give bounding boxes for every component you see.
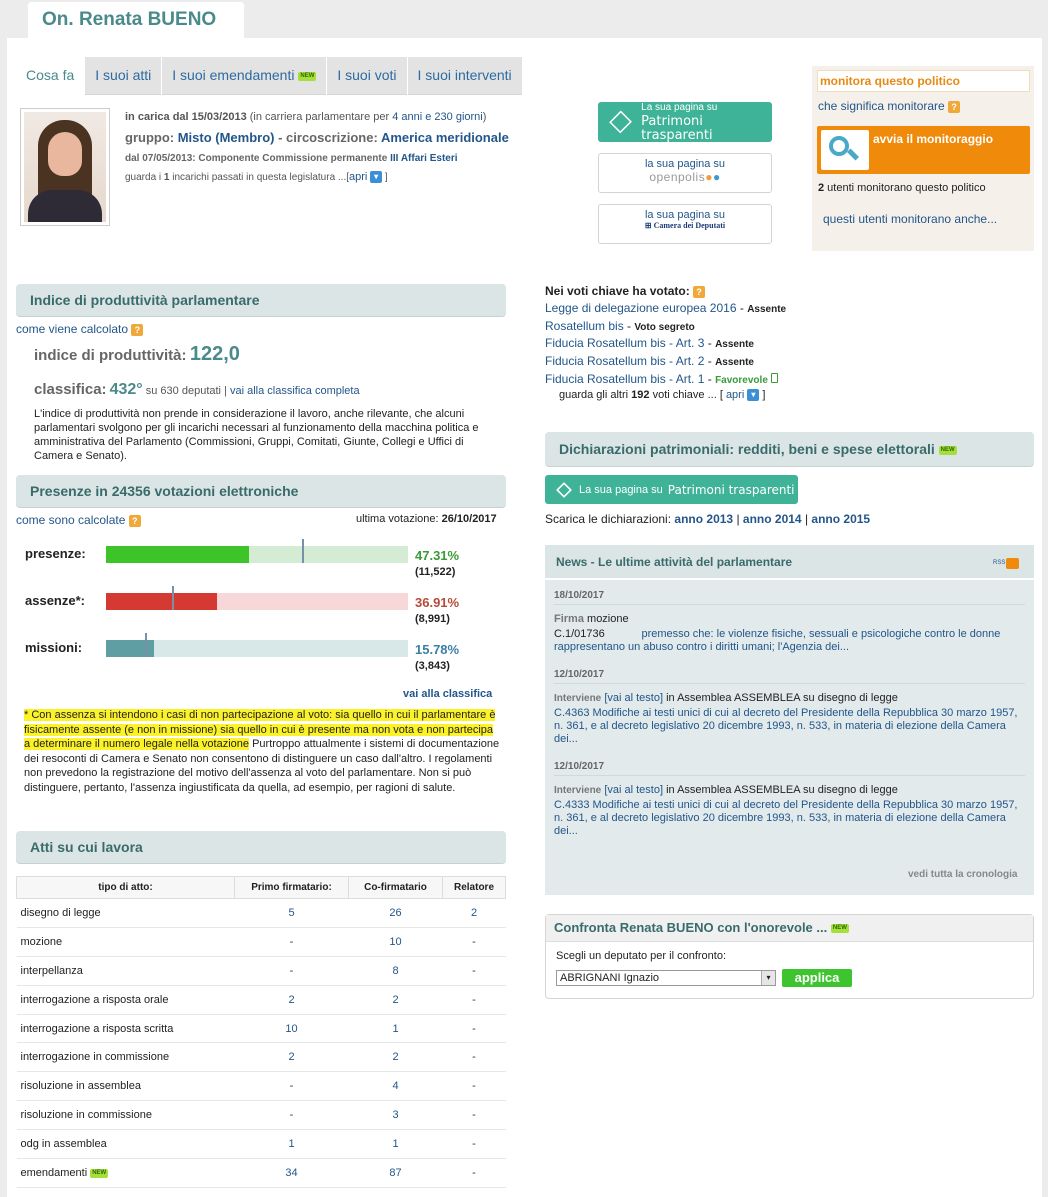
presence-bar-label: assenze*: <box>25 593 85 608</box>
table-row <box>17 1072 506 1101</box>
gruppo-link[interactable]: Misto (Membro) <box>177 130 275 145</box>
atti-relatore: - <box>443 927 506 956</box>
patrimonio-download: Scarica le dichiarazioni: anno 2013 | anno 2014 | anno 2015 <box>545 512 871 526</box>
thumb-up-icon <box>771 373 778 383</box>
atti-relatore: - <box>443 1101 506 1130</box>
atti-primo: - <box>235 927 349 956</box>
new-badge: NEW <box>300 72 315 79</box>
productivity-index: indice di produttività: 122,0 <box>34 343 240 365</box>
monitor-also <box>823 212 997 226</box>
table-row <box>17 985 506 1014</box>
atti-header-relatore: Relatore <box>443 877 506 899</box>
productivity-section-title: Indice di produttività parlamentare <box>16 284 506 316</box>
key-vote-link[interactable]: Legge di delegazione europea 2016 <box>545 301 737 315</box>
atti-primo[interactable]: 2 <box>235 1043 349 1072</box>
atti-relatore: - <box>443 1130 506 1159</box>
atti-relatore: - <box>443 1072 506 1101</box>
key-vote-item: Legge di delegazione europea 2016 - Assente <box>545 301 787 315</box>
new-badge: NEW <box>832 925 847 932</box>
atti-primo[interactable]: 1 <box>235 1130 349 1159</box>
atti-table <box>16 876 506 1188</box>
cube-icon <box>556 482 572 498</box>
start-monitoring-button[interactable]: avvia il monitoraggio <box>817 126 1030 174</box>
presence-pct: 47.31% <box>415 548 460 563</box>
openpolis-logo: openpolis●● <box>649 170 721 184</box>
atti-co[interactable]: 1 <box>349 1130 443 1159</box>
table-row <box>17 1101 506 1130</box>
camera-button[interactable]: la sua pagina su ⊞ Camera dei Deputati <box>598 204 772 244</box>
table-row <box>17 1159 506 1188</box>
commissione-link[interactable]: III Affari Esteri <box>390 153 458 164</box>
anno-2015-link[interactable]: anno 2015 <box>811 512 871 526</box>
chevron-down-icon: ▾ <box>761 971 775 985</box>
presence-how-link[interactable]: come sono calcolate <box>16 513 126 527</box>
atti-relatore: - <box>443 956 506 985</box>
presence-bar-fill <box>106 546 249 563</box>
table-row <box>17 956 506 985</box>
atti-co[interactable]: 8 <box>349 956 443 985</box>
patrimoni-button-2[interactable]: La sua pagina su Patrimoni trasparenti <box>545 475 798 504</box>
news-item: 12/10/2017 Interviene [vai al testo] in Assemblea ASSEMBLEA su disegno di legge C.4363 Modifiche ai testi unici di cui al decreto del Presidente della Repubblica 30 marzo 1957, n. 361, e al decreto legislativo 20 dicembre 1993, n. 533, in materia di elezione della Camera dei... <box>554 669 1025 746</box>
presence-bar-label: presenze: <box>25 546 86 561</box>
tab-interventi[interactable]: I suoi interventi <box>408 57 523 95</box>
atti-co[interactable]: 2 <box>349 1043 443 1072</box>
atti-relatore: - <box>443 1043 506 1072</box>
votes-title: Nei voti chiave ha votato: ? <box>545 284 705 298</box>
atti-tipo: emendamenti NEW <box>17 1159 235 1188</box>
help-icon[interactable]: ? <box>948 101 960 113</box>
classifica-completa-link[interactable]: vai alla classifica completa <box>229 385 360 397</box>
profile-gruppo: gruppo: Misto (Membro) - circoscrizione: America meridionale <box>125 130 509 145</box>
presence-bar-fill <box>106 593 217 610</box>
key-vote-item: Fiducia Rosatellum bis - Art. 3 - Assente <box>545 336 754 351</box>
news-link[interactable]: C.4333 Modifiche ai testi unici di cui al decreto del Presidente della Repubblica 30 marzo 1957, n. 361, e al decreto legislativo 20 dicembre 1993, n. 533, in materia di elezione della Camera dei... <box>554 799 1018 837</box>
new-badge: NEW <box>940 446 955 453</box>
news-item: 18/10/2017 Firma mozione C.1/01736 premesso che: le violenze fisiche, sessuali e psicologiche contro le donne rappresentano un abuso contro i diritti umani; l'Agenzia dei... <box>554 590 1025 654</box>
atti-tipo: interrogazione a risposta scritta <box>17 1014 235 1043</box>
atti-relatore[interactable]: 2 <box>443 899 506 928</box>
last-vote: ultima votazione: 26/10/2017 <box>356 513 497 525</box>
atti-primo: - <box>235 956 349 985</box>
vai-al-testo-link[interactable]: [vai al testo] <box>604 784 664 796</box>
presence-pct: 36.91% <box>415 595 460 610</box>
presence-count: (11,522) <box>415 566 456 578</box>
productivity-rank: classifica: 432° su 630 deputati | vai alla classifica completa <box>34 381 360 398</box>
patrimoni-button[interactable]: La sua pagina su Patrimoni trasparenti <box>598 102 772 142</box>
atti-co[interactable]: 10 <box>349 927 443 956</box>
atti-relatore: - <box>443 1014 506 1043</box>
atti-tipo: interpellanza <box>17 956 235 985</box>
votes-apri-link[interactable]: apri <box>725 389 745 401</box>
presence-section-title: Presenze in 24356 votazioni elettroniche <box>16 475 506 507</box>
atti-tipo: risoluzione in commissione <box>17 1101 235 1130</box>
productivity-how <box>16 322 143 336</box>
atti-co[interactable]: 1 <box>349 1014 443 1043</box>
incarichi-apri-link[interactable]: apri <box>349 171 368 183</box>
deputato-select[interactable]: ABRIGNANI Ignazio ▾ <box>556 970 776 986</box>
presence-count: (8,991) <box>415 613 450 625</box>
table-row <box>17 1130 506 1159</box>
atti-primo[interactable]: 5 <box>235 899 349 928</box>
atti-co[interactable]: 3 <box>349 1101 443 1130</box>
camera-logo: ⊞ Camera dei Deputati <box>644 221 726 230</box>
apply-button[interactable]: applica <box>782 969 852 987</box>
carriera-link[interactable]: 4 anni e 230 giorni <box>392 111 483 123</box>
chevron-down-icon[interactable]: ▾ <box>370 171 382 183</box>
atti-primo[interactable]: 10 <box>235 1014 349 1043</box>
chevron-down-icon[interactable]: ▾ <box>747 389 759 401</box>
confronta-title: Confronta Renata BUENO con l'onorevole ... NEW <box>546 915 1033 942</box>
news-title: News - Le ultime attività del parlamentare <box>556 555 793 569</box>
presence-count: (3,843) <box>415 660 450 672</box>
vai-al-testo-link[interactable]: [vai al testo] <box>604 692 664 704</box>
patrimonio-section-title: Dichiarazioni patrimoniali: redditi, beni e spese elettorali NEW <box>545 432 1034 466</box>
rss-label[interactable]: RSS <box>993 560 1006 566</box>
presence-pct: 15.78% <box>415 642 460 657</box>
tab-emendamenti[interactable]: I suoi emendamenti NEW <box>162 57 327 95</box>
key-vote-link[interactable]: Fiducia Rosatellum bis - Art. 2 <box>545 354 705 369</box>
key-vote-item: Fiducia Rosatellum bis - Art. 1 - Favorevole <box>545 372 778 386</box>
help-icon[interactable]: ? <box>131 324 143 336</box>
vai-classifica-link[interactable]: vai alla classifica <box>403 688 493 700</box>
atti-co[interactable]: 4 <box>349 1072 443 1101</box>
cube-icon <box>609 111 632 134</box>
atti-co[interactable]: 87 <box>349 1159 443 1188</box>
average-marker <box>145 633 147 657</box>
tab-atti[interactable]: I suoi atti <box>85 57 162 95</box>
news-all-link[interactable]: vedi tutta la cronologia <box>908 869 1018 880</box>
atti-primo[interactable]: 34 <box>235 1159 349 1188</box>
news-item: 12/10/2017 Interviene [vai al testo] in Assemblea ASSEMBLEA su disegno di legge C.4333 Modifiche ai testi unici di cui al decreto del Presidente della Repubblica 30 marzo 1957, n. 361, e al decreto legislativo 20 dicembre 1993, n. 533, in materia di elezione della Camera dei... <box>554 761 1025 838</box>
monitor-what <box>818 99 960 113</box>
productivity-note: L'indice di produttività non prende in considerazione il lavoro, anche rilevante, che alcuni parlamentari svolgono per gli incarichi necessari al funzionamento della macchina politica e amministrativa del Parlamento (Commissioni, Gruppi, Comitati, Giunte, Collegi e Uffici di Camera e Senato). <box>34 408 479 462</box>
presence-how <box>16 513 141 527</box>
presence-bar-label: missioni: <box>25 640 83 655</box>
help-icon[interactable]: ? <box>693 286 705 298</box>
atti-tipo: odg in assemblea <box>17 1130 235 1159</box>
average-marker <box>302 539 304 563</box>
atti-primo: - <box>235 1101 349 1130</box>
anno-2014-link[interactable]: anno 2014 <box>742 512 802 526</box>
atti-tipo: mozione <box>17 927 235 956</box>
table-row <box>17 899 506 928</box>
openpolis-button[interactable]: la sua pagina su openpolis●● <box>598 153 772 193</box>
news-link[interactable]: premesso che: le violenze fisiche, sessuali e psicologiche contro le donne rappresentano un abuso contro i diritti umani; l'Agenzia dei... <box>554 628 1001 653</box>
what-is-monitoring-link[interactable]: che significa monitorare <box>818 99 945 113</box>
rss-icon[interactable] <box>1006 558 1019 569</box>
table-row <box>17 1014 506 1043</box>
atti-relatore: - <box>443 1159 506 1188</box>
atti-relatore: - <box>443 985 506 1014</box>
atti-header-co: Co-firmatario <box>349 877 443 899</box>
key-vote-link[interactable]: Fiducia Rosatellum bis - Art. 1 <box>545 371 705 386</box>
key-vote-link[interactable]: Rosatellum bis <box>545 318 624 333</box>
profile-commissione: dal 07/05/2013: Componente Commissione permanente III Affari Esteri <box>125 153 458 164</box>
atti-primo: - <box>235 1072 349 1101</box>
tab-voti[interactable]: I suoi voti <box>327 57 407 95</box>
atti-tipo: disegno di legge <box>17 899 235 928</box>
profile-incarichi: guarda i 1 incarichi passati in questa legislatura ...[apri ▾ ] <box>125 171 388 183</box>
presence-classifica <box>403 688 492 700</box>
table-row <box>17 1043 506 1072</box>
key-vote-link[interactable]: Fiducia Rosatellum bis - Art. 3 <box>545 336 705 351</box>
politician-name: On. Renata BUENO <box>42 9 217 30</box>
anno-2013-link[interactable]: anno 2013 <box>674 512 734 526</box>
productivity-how-link[interactable]: come viene calcolato <box>16 322 129 336</box>
help-icon[interactable]: ? <box>129 515 141 527</box>
confronta-label: Scegli un deputato per il confronto: <box>556 950 727 962</box>
average-marker <box>172 586 174 610</box>
key-vote-item: Rosatellum bis - Voto segreto <box>545 318 695 333</box>
atti-primo[interactable]: 2 <box>235 985 349 1014</box>
presence-note: * Con assenza si intendono i casi di non partecipazione al voto: sia quello in cui il parlamentare è fisicamente assente (e non in missione) sia quello in cui è presente ma non vota e non partecipa a determinare il numero legale nella votazione Purtroppo attualmente i sistemi di documentazione dei resoconti di Camera e Senato non consentono di distinguere un caso dall'altro. I regolamenti non prevedono la registrazione del motivo dell'assenza al voto del parlamentare. Non si può distinguere, pertanto, l'assenza ingiustificata da quella, ad esempio, per ragioni di salute. <box>24 709 500 794</box>
atti-tipo: risoluzione in assemblea <box>17 1072 235 1101</box>
monitor-icon <box>821 130 869 170</box>
monitor-count: 2 utenti monitorano questo politico <box>818 182 986 194</box>
atti-tipo: interrogazione in commissione <box>17 1043 235 1072</box>
news-box <box>545 545 1034 895</box>
header-tab <box>28 2 244 38</box>
circoscrizione-link[interactable]: America meridionale <box>380 130 509 145</box>
atti-co[interactable]: 2 <box>349 985 443 1014</box>
atti-co[interactable]: 26 <box>349 899 443 928</box>
atti-tipo: interrogazione a risposta orale <box>17 985 235 1014</box>
profile-tabs <box>16 57 523 95</box>
profile-carica: in carica dal 15/03/2013 (in carriera parlamentare per 4 anni e 230 giorni) <box>125 111 487 123</box>
tab-cosa-fa[interactable]: Cosa fa <box>16 57 85 95</box>
news-link[interactable]: C.4363 Modifiche ai testi unici di cui al decreto del Presidente della Repubblica 30 marzo 1957, n. 361, e al decreto legislativo 20 dicembre 1993, n. 533, in materia di elezione della Camera dei... <box>554 707 1018 745</box>
votes-others: guarda gli altri 192 voti chiave ... [ apri ▾ ] <box>559 389 766 401</box>
confronta-box <box>545 914 1034 999</box>
atti-header-tipo: tipo di atto: <box>17 877 235 899</box>
atti-header-primo: Primo firmatario: <box>235 877 349 899</box>
monitor-title: monitora questo politico <box>817 70 1030 92</box>
table-row <box>17 927 506 956</box>
politician-photo <box>20 108 110 226</box>
monitor-also-link[interactable]: questi utenti monitorano anche... <box>823 212 998 226</box>
atti-section-title: Atti su cui lavora <box>16 831 506 863</box>
key-vote-item: Fiducia Rosatellum bis - Art. 2 - Assente <box>545 354 754 369</box>
new-badge: NEW <box>92 1169 107 1176</box>
